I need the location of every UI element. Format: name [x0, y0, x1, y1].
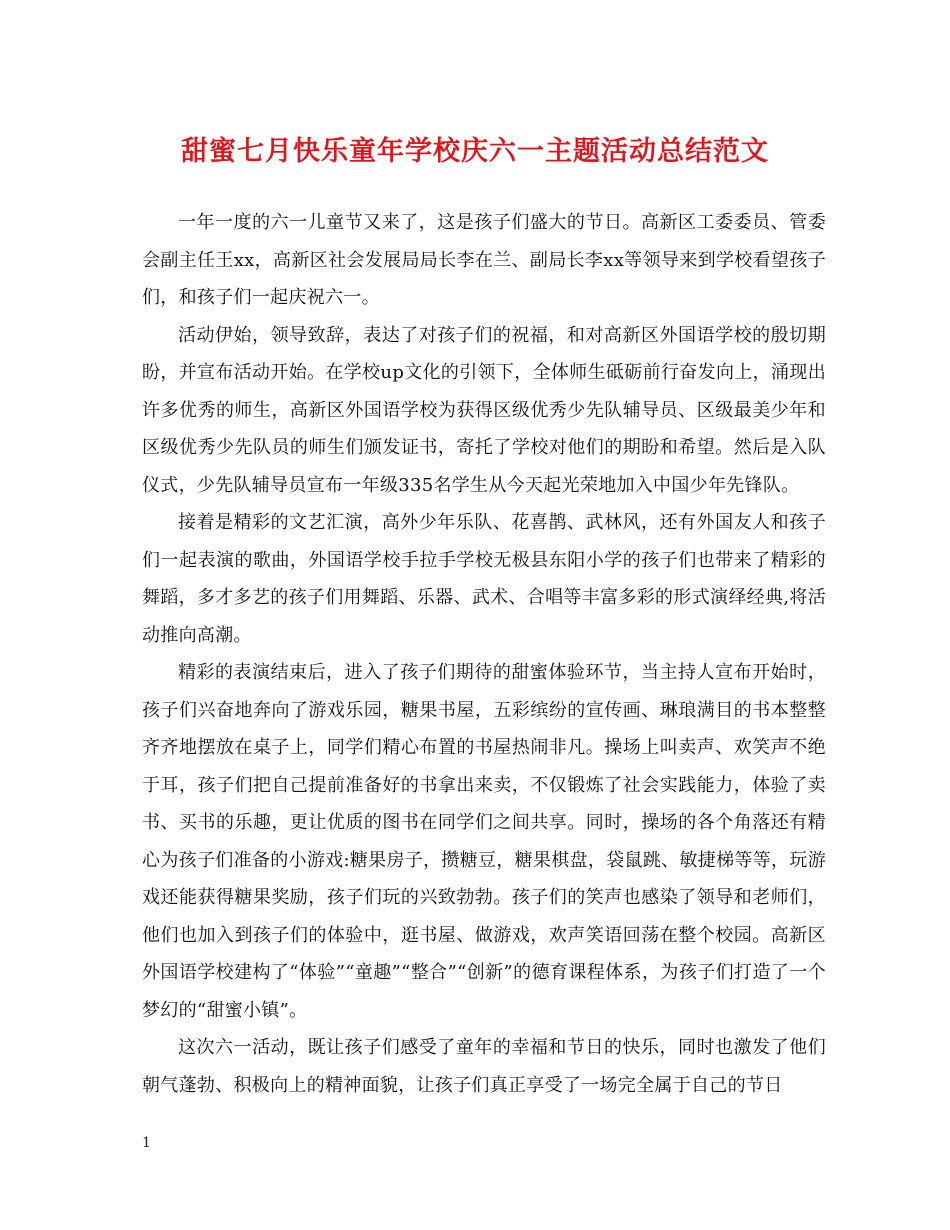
- paragraph: 活动伊始，领导致辞，表达了对孩子们的祝福，和对高新区外国语学校的殷切期盼，并宣布活动开始。在学校up文化的引领下，全体师生砥砺前行奋发向上，涌现出许多优秀的师生，高新区外国语学校为获得区级优秀少先队辅导员、区级最美少年和区级优秀少先队员的师生们颁发证书，寄托了学校对他们的期盼和希望。然后是入队仪式，少先队辅导员宣布一年级335名学生从今天起光荣地加入中国少年先锋队。: [142, 324, 826, 496]
- document-body: [142, 204, 826, 1104]
- paragraph: 精彩的表演结束后，进入了孩子们期待的甜蜜体验环节，当主持人宣布开始时，孩子们兴奋地奔向了游戏乐园，糖果书屋，五彩缤纷的宣传画、琳琅满目的书本整整齐齐地摆放在桌子上，同学们精心布置的书屋热闹非凡。操场上叫卖声、欢笑声不绝于耳，孩子们把自己提前准备好的书拿出来卖，不仅锻炼了社会实践能力，体验了卖书、买书的乐趣，更让优质的图书在同学们之间共享。同时，操场的各个角落还有精心为孩子们准备的小游戏:糖果房子，攒糖豆，糖果棋盘，袋鼠跳、敏捷梯等等，玩游戏还能获得糖果奖励，孩子们玩的兴致勃勃。孩子们的笑声也感染了领导和老师们，他们也加入到孩子们的体验中，逛书屋、做游戏，欢声笑语回荡在整个校园。高新区外国语学校建构了“体验”“童趣”“整合”“创新”的德育课程体系，为孩子们打造了一个梦幻的“甜蜜小镇”。: [142, 662, 826, 1021]
- paragraph: 接着是精彩的文艺汇演，高外少年乐队、花喜鹊、武林风，还有外国友人和孩子们一起表演的歌曲，外国语学校手拉手学校无极县东阳小学的孩子们也带来了精彩的舞蹈，多才多艺的孩子们用舞蹈、乐器、武术、合唱等丰富多彩的形式演绎经典,将活动推向高潮。: [142, 512, 826, 646]
- page-number: 1: [142, 1135, 151, 1151]
- paragraph: 这次六一活动，既让孩子们感受了童年的幸福和节日的快乐，同时也激发了他们朝气蓬勃、积极向上的精神面貌，让孩子们真正享受了一场完全属于自己的节日: [142, 1037, 826, 1096]
- document-title: 甜蜜七月快乐童年学校庆六一主题活动总结范文: [181, 136, 769, 167]
- paragraph: 一年一度的六一儿童节又来了，这是孩子们盛大的节日。高新区工委委员、管委会副主任王xx，高新区社会发展局局长李在兰、副局长李xx等领导来到学校看望孩子们，和孩子们一起庆祝六一。: [142, 212, 826, 308]
